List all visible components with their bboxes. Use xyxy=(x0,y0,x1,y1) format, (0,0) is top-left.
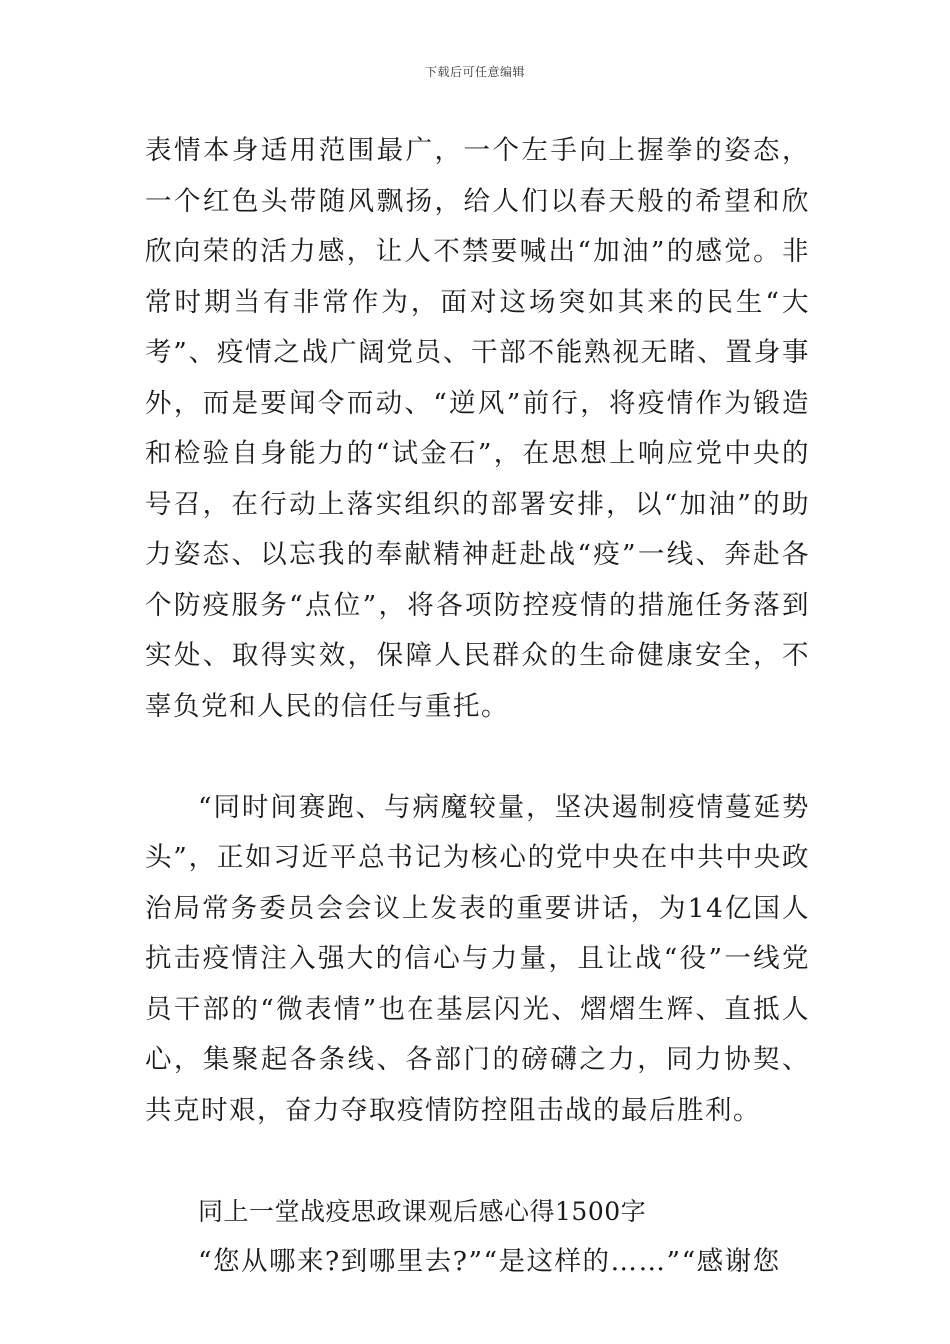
article-title: 同上一堂战疫思政课观后感心得1500字 xyxy=(198,1196,647,1226)
document-body xyxy=(145,126,810,1288)
page-header: 下载后可任意编辑 xyxy=(424,65,525,79)
paragraph-3: “您从哪来?到哪里去?”“是这样的……”“感谢您 xyxy=(198,1246,781,1277)
paragraph-gap xyxy=(145,1136,810,1187)
paragraph-1: 表情本身适用范围最广，一个左手向上握拳的姿态，一个红色头带随风飘扬，给人们以春天般的希望和欣欣向荣的活力感，让人不禁要喊出“加油”的感觉。非常时期当有非常作为，面对这场突如其来的民生“大考”、疫情之战广阔党员、干部不能熟视无睹、置身事外，而是要闻令而动、“逆风”前行，将疫情作为锻造和检验自身能力的“试金石”，在思想上响应党中央的号召，在行动上落实组织的部署安排，以“加油”的助力姿态、以忘我的奉献精神赶赴战“疫”一线、奔赴各个防疫服务“点位”，将各项防控疫情的措施任务落到实处、取得实效，保障人民群众的生命健康安全，不辜负党和人民的信任与重托。 xyxy=(145,135,810,722)
paragraph-gap xyxy=(145,732,810,783)
paragraph-2: “同时间赛跑、与病魔较量，坚决遏制疫情蔓延势头”，正如习近平总书记为核心的党中央在中共中央政治局常务委员会会议上发表的重要讲话，为14亿国人抗击疫情注入强大的信心与力量，且让战“役”一线党员干部的“微表情”也在基层闪光、熠熠生辉、直抵人心，集聚起各条线、各部门的磅礴之力，同力协契、共克时艰，奋力夺取疫情防控阻击战的最后胜利。 xyxy=(145,791,810,1126)
